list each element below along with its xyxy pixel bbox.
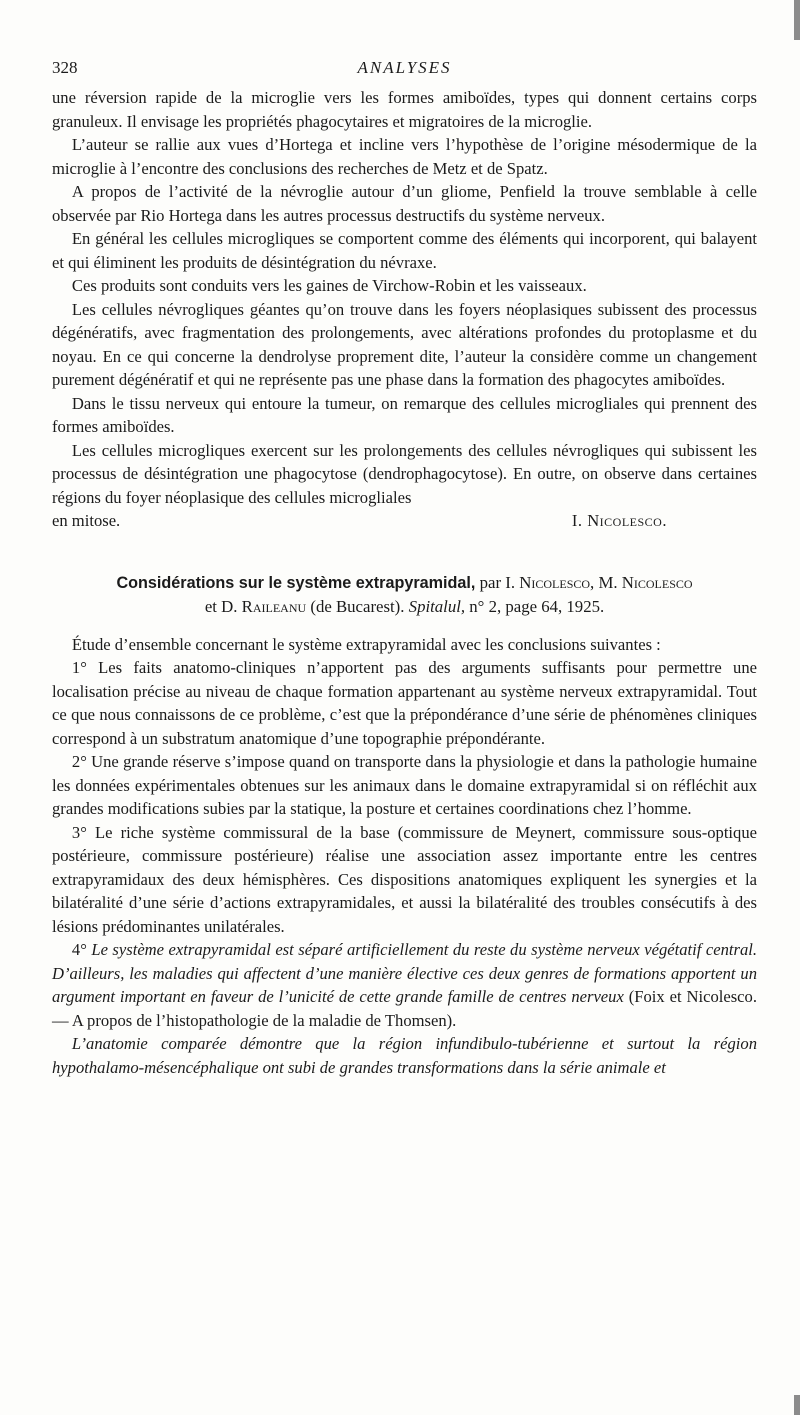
paragraph: En général les cellules microgliques se comportent comme des éléments qui incorporent, qui balayent et qui éliminent les produits de désintégration du névraxe. [52, 229, 757, 272]
point-number: 4° [71, 940, 92, 959]
scan-edge-top [794, 0, 800, 40]
paragraph: une réversion rapide de la microglie vers les formes amiboïdes, types qui donnent certains corps granuleux. Il envisage les propriétés phagocytaires et migratoires de la microglie. [52, 88, 757, 131]
running-head [52, 50, 757, 86]
paragraph: L’anatomie comparée démontre que la région infundibulo-tubérienne et surtout la région hypothalamo-mésencéphalique ont subi de grandes transformations dans la série animale et [52, 1034, 757, 1077]
last-line: en mitose. [52, 511, 121, 530]
author-name: Raileanu [241, 596, 307, 616]
running-title: ANALYSES [357, 58, 452, 77]
article-heading [52, 571, 757, 619]
page [52, 50, 757, 1079]
paragraph: 1° Les faits anatomo-cliniques n’apportent pas des arguments suffisants pour permettre une localisation précise au niveau de chaque formation appartenant au système nerveux extrapyramidal. Tout ce que nous connaissons de ce problème, c’est que la prépondérance d’une série de phénomènes cliniques correspond à un substratum anatomique d’une topographie prépondérante. [52, 658, 757, 748]
roman-text: (Foix et Nicolesco. — A propos de l’histopathologie de la maladie de Thomsen). [52, 987, 757, 1030]
journal-name: Spitalul, [408, 596, 466, 616]
signature: I. Nicolesco. [571, 511, 667, 530]
spacer [52, 619, 757, 633]
citation: n° 2, page 64, 1925. [465, 596, 605, 616]
separator: , [590, 572, 599, 592]
scan-edge-bottom [794, 1395, 800, 1415]
italic-text: Le système extrapyramidal est séparé artificiellement du reste du système nerveux végétatif central. D’ailleurs, les maladies qui affectent d’une manière élective ces deux genres de formations apportent un argument important en faveur de l’unicité de cette grande famille de centres nerveux [52, 940, 758, 1006]
paragraph: Dans le tissu nerveux qui entoure la tumeur, on remarque des cellules microgliales qui prennent des formes amiboïdes. [52, 393, 757, 436]
by-word: par [475, 572, 506, 592]
place: (de Bucarest). [306, 596, 409, 616]
paragraph: Ces produits sont conduits vers les gaines de Virchow-Robin et les vaisseaux. [71, 276, 587, 295]
paragraph: Étude d’ensemble concernant le système extrapyramidal avec les conclusions suivantes : [71, 634, 661, 654]
signature-line [52, 509, 757, 533]
page-number: 328 [52, 58, 78, 77]
paragraph: L’auteur se rallie aux vues d’Hortega et incline vers l’hypothèse de l’origine mésodermique de la microglie à l’encontre des conclusions des recherches de Metz et de Spatz. [52, 135, 757, 178]
article-title: Considérations sur le système extrapyramidal, [116, 573, 476, 592]
author-name: I. Nicolesco [505, 572, 591, 592]
coauthor-prefix: et D. [204, 596, 242, 616]
heading-line-1 [52, 571, 757, 595]
paragraph: A propos de l’activité de la névroglie autour d’un gliome, Penfield la trouve semblable à celle observée par Rio Hortega dans les autres processus destructifs du système nerveux. [52, 182, 757, 225]
author-name: M. Nicolesco [598, 572, 693, 592]
review-microglie [52, 86, 757, 533]
paragraph: Les cellules névrogliques géantes qu’on trouve dans les foyers néoplasiques subissent des processus dégénératifs, avec fragmentation des prolongements, avec altérations profondes du protoplasme et du noyau. En ce qui concerne la dendrolyse proprement dite, l’auteur la considère comme un changement purement dégénératif et qui ne représente pas une phase dans la formation des phagocytes amiboïdes. [52, 299, 757, 389]
paragraph [52, 938, 757, 1032]
heading-line-2 [52, 595, 757, 619]
paragraph: 3° Le riche système commissural de la base (commissure de Meynert, commissure sous-optique postérieure, commissure postérieure) réalise une association assez importante entre les centres extrapyramidaux des deux hémisphères. Ces dispositions anatomiques expliquent les synergies et la bilatéralité d’une série d’actions extrapyramidales, et aussi la bilatéralité des troubles consécutifs à des lésions prédominantes unilatérales. [52, 822, 757, 936]
paragraph: Les cellules microgliques exercent sur les prolongements des cellules névrogliques qui subissent les processus de désintégration une phagocytose (dendrophagocytose). En outre, on observe dans certaines régions du foyer néoplasique des cellules microgliales [52, 440, 757, 507]
paragraph: 2° Une grande réserve s’impose quand on transporte dans la physiologie et dans la pathologie humaine les données expérimentales obtenues sur les animaux dans le domaine extrapyramidal si on réfléchit aux grandes modifications subies par la statique, la posture et certaines coordinations chez l’homme. [52, 752, 757, 818]
review-extrapyramidal [52, 633, 757, 1080]
